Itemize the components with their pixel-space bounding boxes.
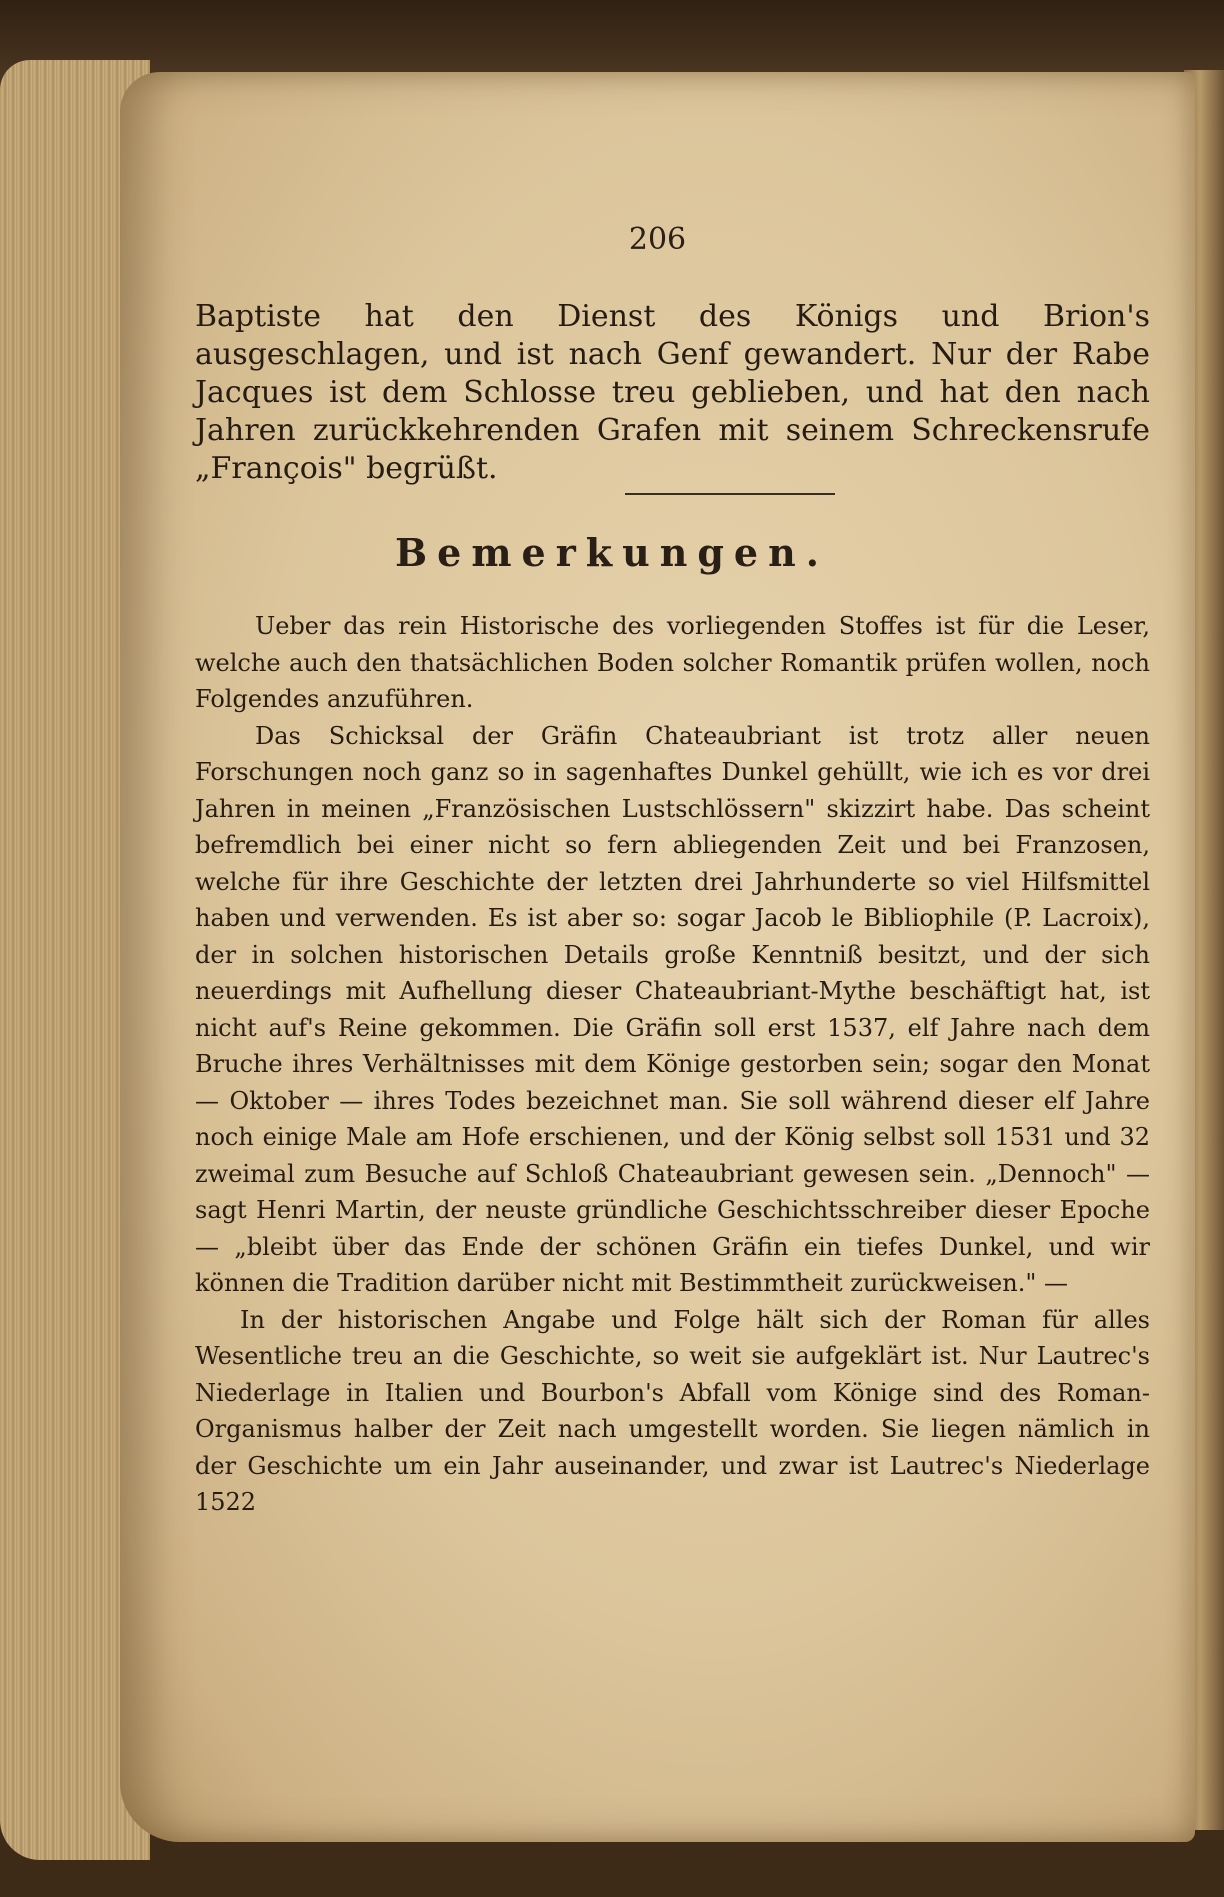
opening-paragraph-block <box>195 298 1150 488</box>
opening-paragraph: Baptiste hat den Dienst des Königs und Brion's ausgeschlagen, und ist nach Genf gewandert. Nur der Rabe Jacques ist dem Schlosse treu geblieben, und hat den nach Jahren zurückkehrenden Grafen mit seinem Schreckensrufe „François" begrüßt. <box>195 299 1150 486</box>
section-heading: Bemerkungen. <box>395 530 829 575</box>
notes-section <box>195 608 1150 1521</box>
notes-paragraph: Das Schicksal der Gräfin Chateaubriant ist trotz aller neuen Forschungen noch ganz so in sagenhaftes Dunkel gehüllt, wie ich es vor drei Jahren in meinen „Französischen Lustschlössern" skizzirt habe. Das scheint befremdlich bei einer nicht so fern abliegenden Zeit und bei Franzosen, welche für ihre Geschichte der letzten drei Jahrhunderte so viel Hilfsmittel haben und verwenden. Es ist aber so: sogar Jacob le Bibliophile (P. Lacroix), der in solchen historischen Details große Kenntniß besitzt, und der sich neuerdings mit Aufhellung dieser Chateaubriant-Mythe beschäftigt hat, ist nicht auf's Reine gekommen. Die Gräfin soll erst 1537, elf Jahre nach dem Bruche ihres Verhältnisses mit dem Könige gestorben sein; sogar den Monat — Oktober — ihres Todes bezeichnet man. Sie soll während dieser elf Jahre noch einige Male am Hofe erschienen, und der König selbst soll 1531 und 32 zweimal zum Besuche auf Schloß Chateaubriant gewesen sein. „Dennoch" — sagt Henri Martin, der neuste gründliche Geschichtsschreiber dieser Epoche — „bleibt über das Ende der schönen Gräfin ein tiefes Dunkel, und wir können die Tradition darüber nicht mit Bestimmtheit zurückweisen." — <box>195 721 1150 1297</box>
section-divider <box>625 493 835 495</box>
page-number: 206 <box>628 222 687 257</box>
notes-paragraph: Ueber das rein Historische des vorliegenden Stoffes ist für die Leser, welche auch den thatsächlichen Boden solcher Romantik prüfen wollen, noch Folgendes anzuführen. <box>195 612 1150 713</box>
notes-paragraph: In der historischen Angabe und Folge hält sich der Roman für alles Wesentliche treu an die Geschichte, so weit sie aufgeklärt ist. Nur Lautrec's Niederlage in Italien und Bourbon's Abfall vom Könige sind des Roman-Organismus halber der Zeit nach umgestellt worden. Sie liegen nämlich in der Geschichte um ein Jahr auseinander, und zwar ist Lautrec's Niederlage 1522 <box>195 1305 1150 1516</box>
